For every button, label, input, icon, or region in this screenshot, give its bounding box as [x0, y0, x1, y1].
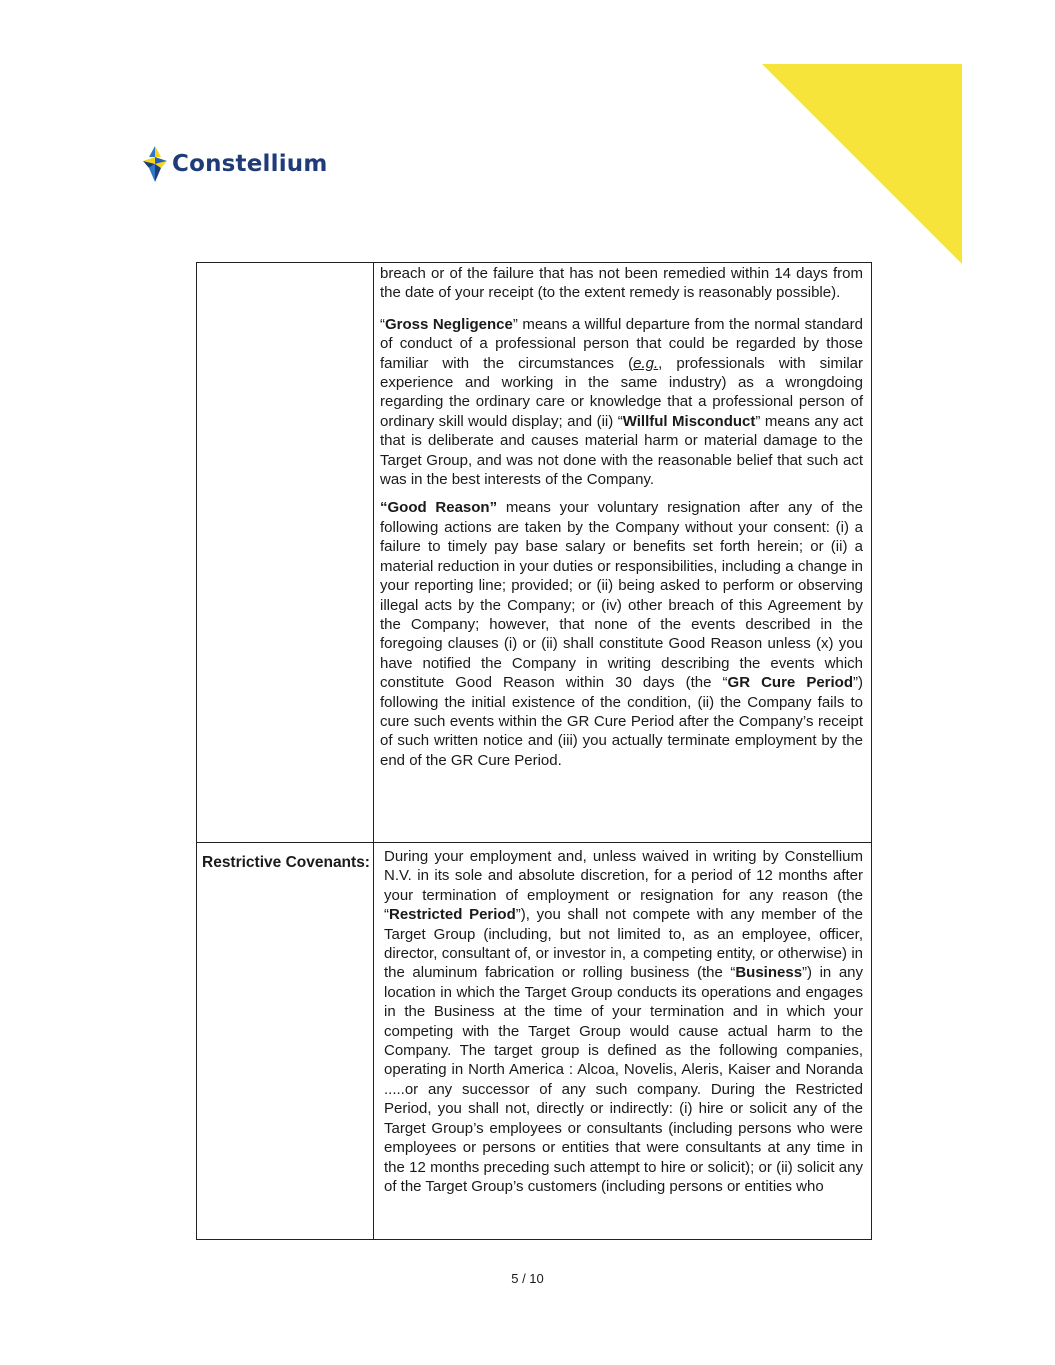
- defined-term: Restricted Period: [389, 906, 516, 924]
- eg-abbreviation: e.g.: [633, 354, 659, 372]
- defined-term: Gross Negligence: [385, 315, 513, 333]
- restrictive-covenants-label: Restrictive Covenants:: [202, 854, 370, 871]
- row-content-cell: [374, 843, 872, 1240]
- yellow-corner-decoration: [762, 64, 962, 264]
- breach-paragraph: breach or of the failure that has not been remedied within 14 days from the date of your receipt (to the extent remedy is reasonably possible).: [380, 265, 863, 302]
- gross-negligence-paragraph: “Gross Negligence” means a willful departure from the normal standard of conduct of a professional person that could be regarded by those familiar with the circumstances (e.g., professionals with similar experience and working in the same industry) as a wrongdoing regarding the ordinary care or knowledge that a professional person of ordinary skill would display; and (ii) “Willful Misconduct” means any act that is deliberate and causes material harm or material damage to the Target Group, and was not done with the reasonable belief that such act was in the best interests of the Company.: [380, 315, 863, 489]
- constellium-logo: [140, 144, 328, 184]
- defined-term: Willful Misconduct: [622, 412, 756, 430]
- terms-table: [196, 262, 872, 1240]
- defined-term: GR Cure Period: [727, 674, 854, 692]
- constellium-star-icon: [140, 144, 170, 184]
- defined-term: “Good Reason”: [380, 499, 498, 517]
- row-label-cell: [197, 843, 374, 1240]
- page-number: 5 / 10: [511, 1271, 544, 1286]
- row-content-cell: [374, 263, 872, 843]
- table-row: [197, 263, 872, 843]
- good-reason-paragraph: “Good Reason” means your voluntary resignation after any of the following actions are taken by the Company without your consent: (i) a failure to timely pay base salary or benefits set forth herein; or (ii) a material reduction in your duties or responsibilities, including a change in your reporting line; provided; or (ii) being asked to perform or observing illegal acts by the Company; or (iv) other breach of this Agreement by the Company; however, that none of the events described in the foregoing clauses (i) or (ii) shall constitute Good Reason unless (x) you have notified the Company in writing describing the events which constitute Good Reason within 30 days (the “GR Cure Period”) following the initial existence of the condition, (ii) the Company fails to cure such events within the GR Cure Period after the Company’s receipt of such written notice and (iii) you actually terminate employment by the end of the GR Cure Period.: [380, 499, 864, 769]
- restrictive-covenants-paragraph: During your employment and, unless waived in writing by Constellium N.V. in its sole and absolute discretion, for a period of 12 months after your termination of employment or resignation for any reason (the “Restricted Period”), you shall not compete with any member of the Target Group (including, but not limited to, as an employee, officer, director, consultant of, or investor in, a competing entity, or otherwise) in the aluminum fabrication or rolling business (the “Business”) in any location in which the Target Group conducts its operations and engages in the Business at the time of your termination and in which your competing with the Target Group would cause actual harm to the Company. The target group is defined as the following companies, operating in North America : Alcoa, Novelis, Aleris, Kaiser and Noranda .....or any successor of any such company. During the Restricted Period, you shall not, directly or indirectly: (i) hire or solicit any of the Target Group’s employees or consultants (including persons who were employees or persons or entities that were consultants at any time in the 12 months preceding such attempt to hire or solicit); or (ii) solicit any of the Target Group’s customers (including persons or entities who: [384, 848, 863, 1195]
- row-label-cell: [197, 263, 374, 843]
- table-row: [197, 843, 872, 1240]
- defined-term: Business: [735, 964, 803, 982]
- row-label: [197, 263, 373, 269]
- brand-name: Constellium: [172, 151, 328, 177]
